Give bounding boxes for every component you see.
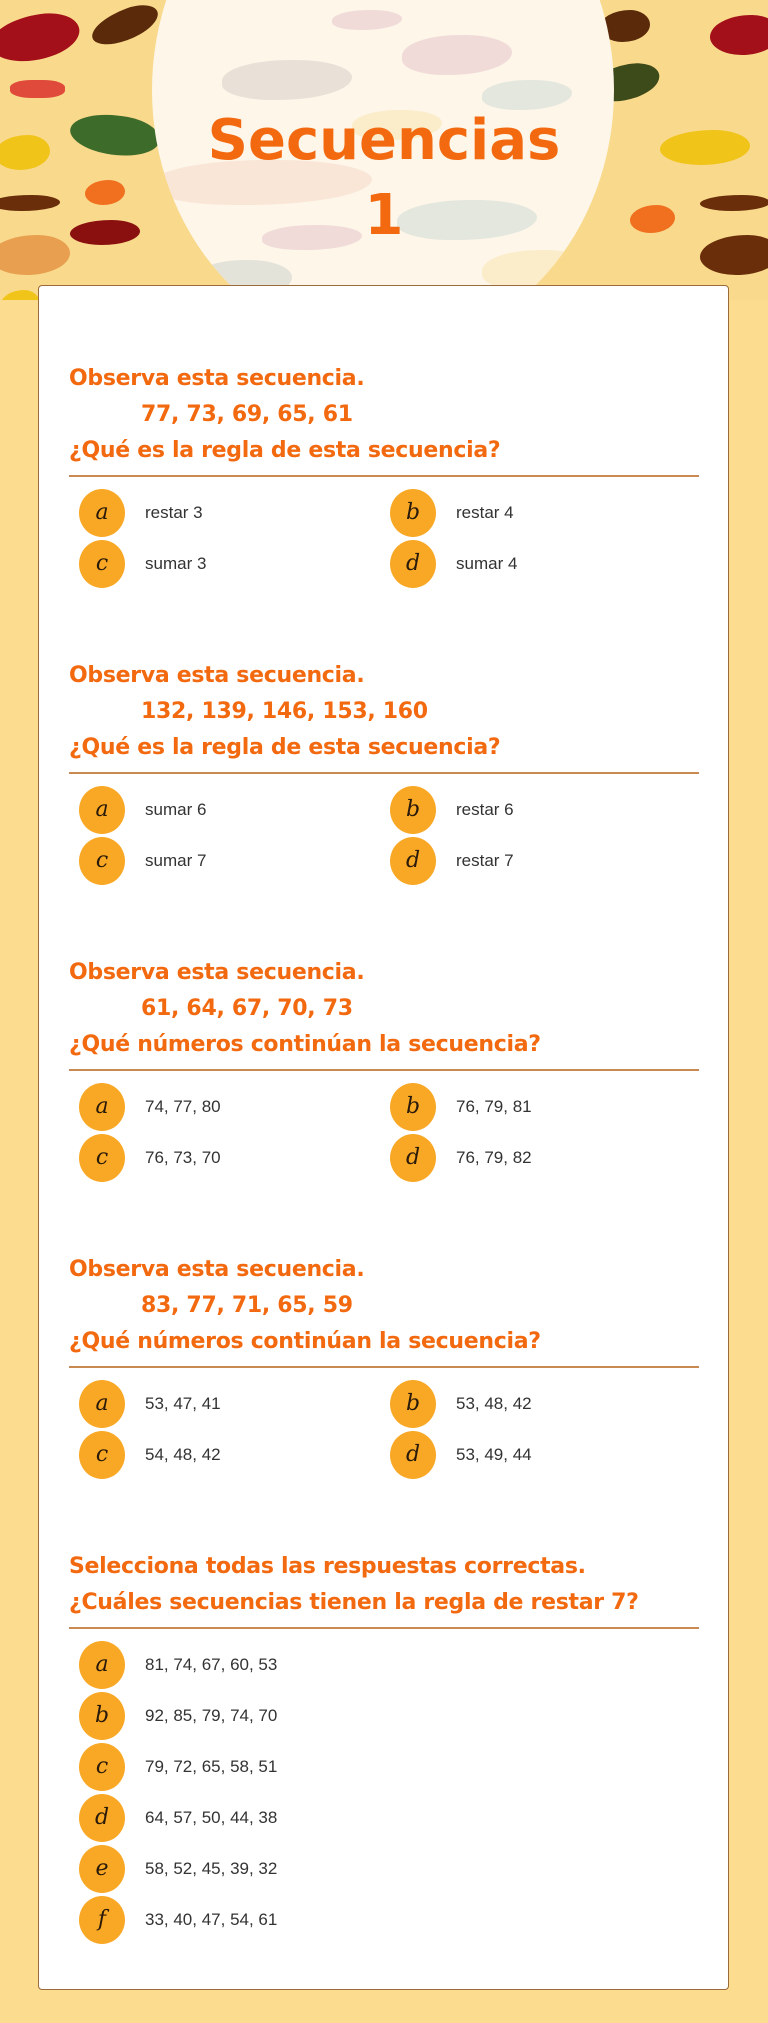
option-letter-badge: a: [79, 1641, 125, 1689]
question-sequence: 83, 77, 71, 65, 59: [141, 1293, 353, 1318]
option-c[interactable]: [79, 540, 206, 588]
option-text: 79, 72, 65, 58, 51: [145, 1756, 278, 1776]
question-sequence: 132, 139, 146, 153, 160: [141, 699, 428, 724]
option-a[interactable]: [79, 1380, 221, 1428]
option-letter-badge: b: [79, 1692, 125, 1740]
option-a[interactable]: [79, 1641, 277, 1689]
option-text: sumar 7: [145, 850, 207, 870]
option-d[interactable]: [390, 540, 517, 588]
question-5: [69, 1549, 699, 1932]
question-prompt: ¿Cuáles secuencias tienen la regla de restar 7?: [69, 1590, 639, 1615]
leaf-decoration-icon: [710, 15, 768, 55]
page-title-number: 1: [364, 183, 404, 248]
option-c[interactable]: [79, 1743, 277, 1791]
option-d[interactable]: [390, 837, 514, 885]
option-c[interactable]: [79, 1431, 221, 1479]
option-text: sumar 6: [145, 799, 207, 819]
option-letter-badge: d: [390, 1431, 436, 1479]
option-d[interactable]: [390, 1431, 532, 1479]
question-1: [69, 361, 699, 576]
option-b[interactable]: [79, 1692, 277, 1740]
question-prompt: ¿Qué números continúan la secuencia?: [69, 1329, 541, 1354]
option-d[interactable]: [390, 1134, 532, 1182]
option-b[interactable]: [390, 1083, 532, 1131]
option-text: 76, 79, 81: [456, 1096, 532, 1116]
divider: [69, 1366, 699, 1368]
option-a[interactable]: [79, 1083, 221, 1131]
option-text: restar 4: [456, 502, 514, 522]
option-letter-badge: b: [390, 489, 436, 537]
option-letter-badge: d: [390, 837, 436, 885]
option-letter-badge: a: [79, 489, 125, 537]
option-text: 53, 47, 41: [145, 1393, 221, 1413]
option-letter-badge: c: [79, 540, 125, 588]
option-letter-badge: a: [79, 1380, 125, 1428]
option-letter-badge: b: [390, 1083, 436, 1131]
option-text: 76, 73, 70: [145, 1147, 221, 1167]
option-text: 58, 52, 45, 39, 32: [145, 1858, 278, 1878]
question-instruction: Observa esta secuencia.: [69, 366, 365, 391]
option-text: 33, 40, 47, 54, 61: [145, 1909, 278, 1929]
question-instruction: Selecciona todas las respuestas correctas.: [69, 1554, 586, 1579]
option-letter-badge: b: [390, 786, 436, 834]
option-letter-badge: c: [79, 1431, 125, 1479]
option-d[interactable]: [79, 1794, 277, 1842]
divider: [69, 1069, 699, 1071]
option-b[interactable]: [390, 786, 514, 834]
option-b[interactable]: [390, 1380, 532, 1428]
option-letter-badge: a: [79, 786, 125, 834]
option-c[interactable]: [79, 837, 206, 885]
option-text: 53, 48, 42: [456, 1393, 532, 1413]
option-c[interactable]: [79, 1134, 221, 1182]
divider: [69, 475, 699, 477]
option-b[interactable]: [390, 489, 514, 537]
question-prompt: ¿Qué números continúan la secuencia?: [69, 1032, 541, 1057]
page-title: Secuencias: [207, 108, 561, 173]
question-instruction: Observa esta secuencia.: [69, 1257, 365, 1282]
quiz-card: [38, 285, 729, 1990]
question-prompt: ¿Qué es la regla de esta secuencia?: [69, 438, 501, 463]
option-letter-badge: d: [390, 1134, 436, 1182]
option-a[interactable]: [79, 489, 203, 537]
option-letter-badge: c: [79, 837, 125, 885]
option-letter-badge: c: [79, 1134, 125, 1182]
option-text: 76, 79, 82: [456, 1147, 532, 1167]
berry-decoration-icon: [10, 80, 65, 98]
option-text: 74, 77, 80: [145, 1096, 221, 1116]
option-a[interactable]: [79, 786, 206, 834]
option-letter-badge: d: [390, 540, 436, 588]
option-text: 92, 85, 79, 74, 70: [145, 1705, 278, 1725]
option-text: restar 6: [456, 799, 514, 819]
divider: [69, 1627, 699, 1629]
option-text: restar 7: [456, 850, 514, 870]
question-sequence: 77, 73, 69, 65, 61: [141, 402, 353, 427]
question-2: [69, 658, 699, 873]
question-prompt: ¿Qué es la regla de esta secuencia?: [69, 735, 501, 760]
option-text: 54, 48, 42: [145, 1444, 221, 1464]
option-e[interactable]: [79, 1845, 277, 1893]
leaf-decoration-icon: [0, 9, 83, 66]
option-text: 53, 49, 44: [456, 1444, 532, 1464]
question-sequence: 61, 64, 67, 70, 73: [141, 996, 353, 1021]
question-instruction: Observa esta secuencia.: [69, 960, 365, 985]
divider: [69, 772, 699, 774]
header-banner: [0, 0, 768, 300]
question-3: [69, 955, 699, 1170]
option-letter-badge: e: [79, 1845, 125, 1893]
leaf-decoration-icon: [87, 0, 163, 51]
option-letter-badge: c: [79, 1743, 125, 1791]
option-f[interactable]: [79, 1896, 277, 1944]
option-letter-badge: d: [79, 1794, 125, 1842]
option-text: 64, 57, 50, 44, 38: [145, 1807, 278, 1827]
option-text: restar 3: [145, 502, 203, 522]
question-4: [69, 1252, 699, 1467]
option-text: sumar 4: [456, 553, 518, 573]
question-instruction: Observa esta secuencia.: [69, 663, 365, 688]
option-letter-badge: a: [79, 1083, 125, 1131]
option-letter-badge: f: [79, 1896, 125, 1944]
option-text: 81, 74, 67, 60, 53: [145, 1654, 278, 1674]
option-letter-badge: b: [390, 1380, 436, 1428]
option-text: sumar 3: [145, 553, 207, 573]
leaf-decoration-icon: [0, 290, 40, 300]
